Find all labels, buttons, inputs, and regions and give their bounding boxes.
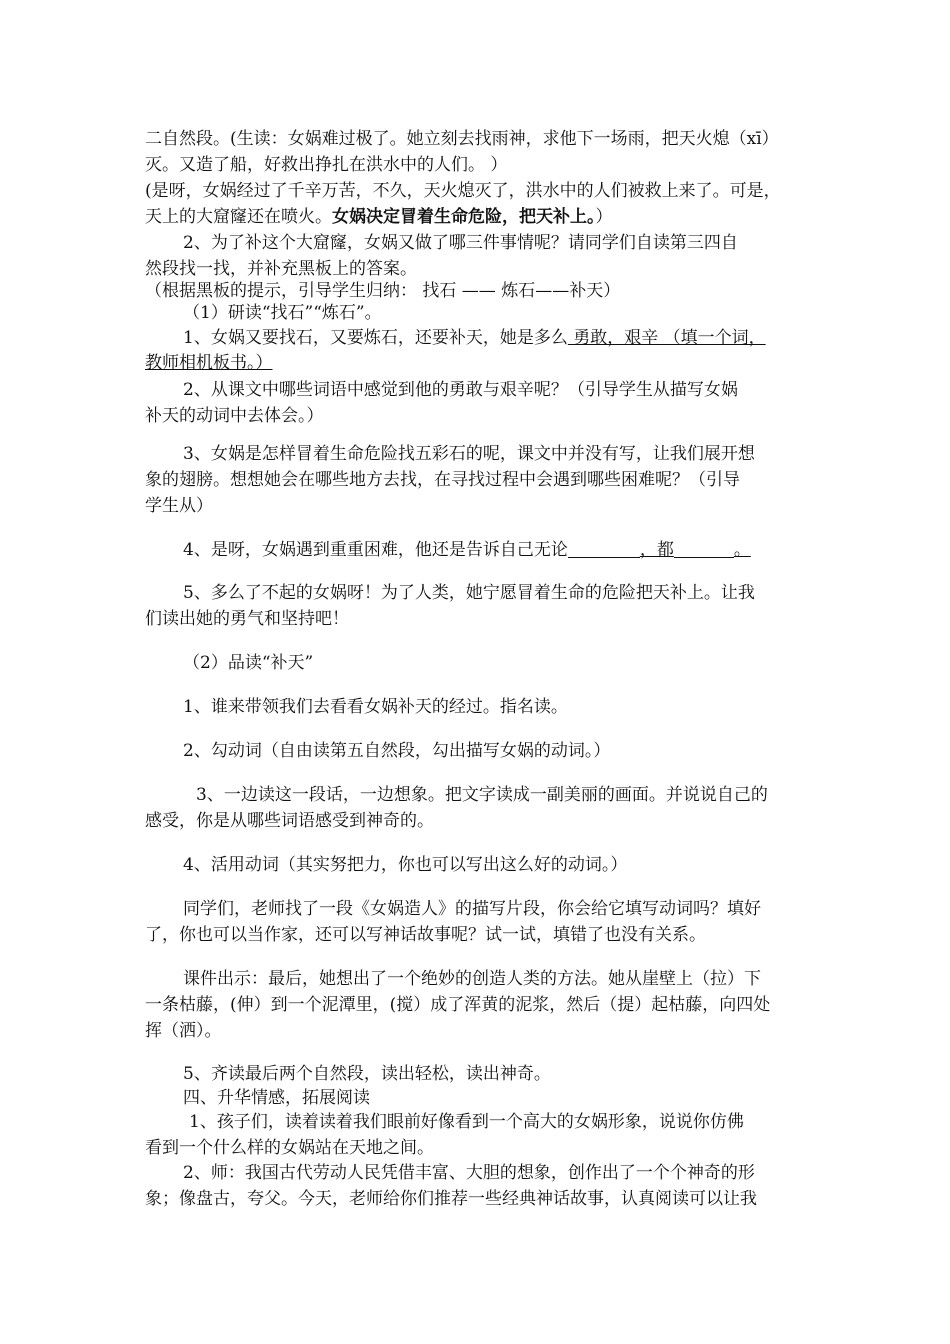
text-line [183, 537, 810, 563]
text-segment: 4、是呀，女娲遇到重重困难，他还是告诉自己无论 [183, 540, 568, 560]
text-segment: 。 [733, 540, 751, 560]
text-line: 5、多么了不起的女娲呀！为了人类，她宁愿冒着生命的危险把天补上。让我 [183, 583, 755, 603]
text-line: 1、谁来带领我们去看看女娲补天的经过。指名读。 [183, 697, 568, 717]
text-line: 3、女娲是怎样冒着生命危险找五彩石的呢，课文中并没有写，让我们展开想 [183, 444, 755, 464]
text-line: 4、活用动词（其实努把力，你也可以写出这么好的动词。） [183, 855, 628, 875]
text-line: (是呀，女娲经过了千辛万苦，不久，天火熄灭了，洪水中的人们被救上来了。可是， [145, 181, 781, 201]
text-line: 看到一个什么样的女娲站在天地之间。 [145, 1138, 434, 1158]
text-segment: ，都 [639, 540, 674, 560]
text-line: 课件出示：最后，她想出了一个绝妙的创造人类的方法。她从崖壁上（拉）下 [183, 969, 761, 989]
text-line: 感受，你是从哪些词语感受到神奇的。 [145, 811, 434, 831]
text-line: 1、孩子们，读着读着我们眼前好像看到一个高大的女娲形象，说说你仿佛 [189, 1112, 744, 1132]
text-line: 3、一边读这一段话，一边想象。把文字读成一副美丽的画面。并说说自己的 [196, 785, 768, 805]
text-line [145, 204, 810, 230]
text-line: 补天的动词中去体会。） [145, 406, 324, 426]
text-line: 象的翅膀。想想她会在哪些地方去找，在寻找过程中会遇到哪些困难呢？（引导 [145, 470, 740, 490]
bold-sentence: 女娲决定冒着生命危险，把天补上。 [332, 207, 596, 227]
fill-blank [674, 539, 734, 558]
text-line: 然段找一找，并补充黑板上的答案。 [145, 259, 417, 279]
text-line: 挥（洒）。 [145, 1021, 222, 1041]
text-line [183, 325, 810, 351]
text-segment: 天上的大窟窿还在喷火。 [145, 207, 332, 227]
text-line: 2、从课文中哪些词语中感觉到他的勇敢与艰辛呢？（引导学生从描写女娲 [183, 380, 738, 400]
text-line: 教师相机板书。） [145, 353, 273, 373]
text-line: 学生从） [145, 496, 213, 516]
text-line: 2、勾动词（自由读第五自然段，勾出描写女娲的动词。） [183, 741, 611, 761]
text-segment: 1、女娲又要找石，又要炼石，还要补天，她是多么 [183, 328, 568, 348]
section-heading: 四、升华情感，拓展阅读 [183, 1088, 370, 1108]
text-line: 5、齐读最后两个自然段，读出轻松，读出神奇。 [183, 1064, 551, 1084]
text-line: 同学们，老师找了一段《女娲造人》的描写片段，你会给它填写动词吗？填好 [183, 899, 761, 919]
text-line: 2、师：我国古代劳动人民凭借丰富、大胆的想象，创作出了一个个神奇的形 [183, 1163, 755, 1183]
text-line: 二自然段。(生读：女娲难过极了。她立刻去找雨神，求他下一场雨，把天火熄（xī） [145, 129, 779, 149]
text-line: （根据黑板的提示，引导学生归纳： 找石 —— 炼石——补天） [145, 281, 621, 301]
text-line: 一条枯藤，(伸）到一个泥潭里，(搅）成了浑黄的泥浆，然后（提）起枯藤，向四处 [145, 995, 771, 1015]
text-line: 象；像盘古，夸父。今天，老师给你们推荐一些经典神话故事，认真阅读可以让我 [145, 1189, 757, 1209]
underlined-answer: 勇敢，艰辛 （填一个词， [567, 328, 766, 348]
text-line: 灭。又造了船，好救出挣扎在洪水中的人们。 ） [145, 155, 508, 175]
text-line: 们读出她的勇气和坚持吧！ [145, 609, 349, 629]
fill-blank [568, 539, 640, 558]
text-line: （2）品读“补天” [183, 653, 314, 673]
text-line: （1）研读“找石”“炼石”。 [183, 303, 382, 323]
text-line: 了，你也可以当作家，还可以写神话故事呢？试一试，填错了也没有关系。 [145, 925, 706, 945]
text-segment: ） [595, 207, 613, 227]
text-line: 2、为了补这个大窟窿，女娲又做了哪三件事情呢？请同学们自读第三四自 [183, 233, 738, 253]
